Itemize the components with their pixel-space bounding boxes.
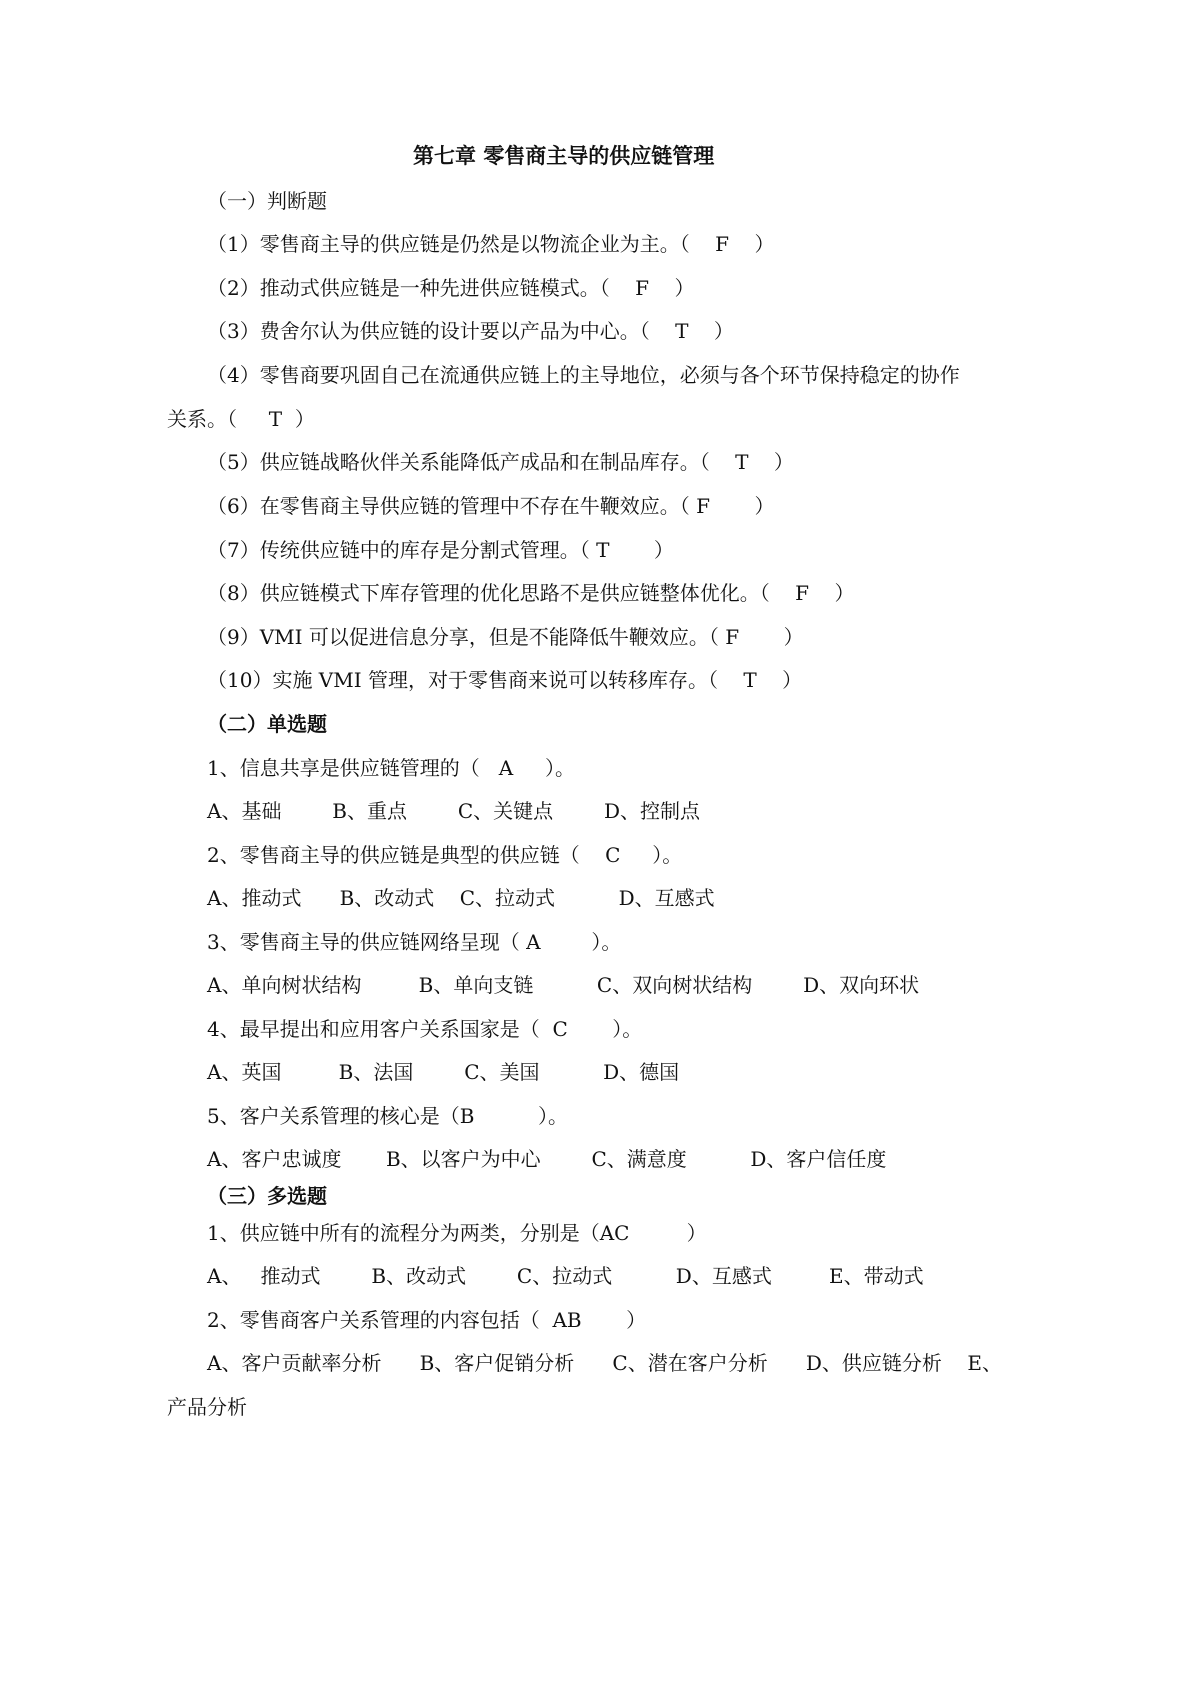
judge-item: （4）零售商要巩固自己在流通供应链上的主导地位，必须与各个环节保持稳定的协作: [207, 363, 960, 387]
judge-item: （2）推动式供应链是一种先进供应链模式。（ F ）: [207, 276, 695, 300]
judge-item: （8）供应链模式下库存管理的优化思路不是供应链整体优化。（ F ）: [207, 581, 855, 605]
judge-item: （9）VMI 可以促进信息分享，但是不能降低牛鞭效应。（ F ）: [207, 625, 804, 649]
single-options: A、英国 B、法国 C、美国 D、德国: [207, 1060, 680, 1084]
single-question: 3、零售商主导的供应链网络呈现（ A ）。: [207, 930, 622, 954]
multi-options-continuation: 产品分析: [167, 1395, 247, 1419]
single-options: A、单向树状结构 B、单向支链 C、双向树状结构 D、双向环状: [207, 973, 920, 997]
section-heading-judge: （一）判断题: [207, 189, 327, 213]
judge-item: （6）在零售商主导供应链的管理中不存在牛鞭效应。（ F ）: [207, 494, 775, 518]
judge-item-continuation: 关系。（ T ）: [167, 407, 315, 431]
single-options: A、推动式 B、改动式 C、拉动式 D、互感式: [207, 886, 715, 910]
section-heading-multi: （三）多选题: [207, 1184, 327, 1208]
judge-item: （1）零售商主导的供应链是仍然是以物流企业为主。（ F ）: [207, 232, 775, 256]
multi-question: 2、零售商客户关系管理的内容包括（ AB ）: [207, 1308, 647, 1332]
judge-item: （7）传统供应链中的库存是分割式管理。（ T ）: [207, 538, 674, 562]
judge-item: （10）实施 VMI 管理，对于零售商来说可以转移库存。（ T ）: [207, 668, 803, 692]
multi-question: 1、供应链中所有的流程分为两类，分别是（AC ）: [207, 1221, 707, 1245]
multi-options: A、客户贡献率分析 B、客户促销分析 C、潜在客户分析 D、供应链分析 E、: [207, 1351, 1002, 1375]
single-options: A、基础 B、重点 C、关键点 D、控制点: [207, 799, 701, 823]
single-question: 5、客户关系管理的核心是（B ）。: [207, 1104, 568, 1128]
single-question: 1、信息共享是供应链管理的（ A ）。: [207, 756, 576, 780]
single-question: 2、零售商主导的供应链是典型的供应链（ C ）。: [207, 843, 683, 867]
multi-options: A、 推动式 B、改动式 C、拉动式 D、互感式 E、带动式: [207, 1264, 924, 1288]
page-title: 第七章 零售商主导的供应链管理: [413, 144, 715, 168]
single-question: 4、最早提出和应用客户关系国家是（ C ）。: [207, 1017, 643, 1041]
section-heading-single: （二）单选题: [207, 712, 327, 736]
judge-item: （3）费舍尔认为供应链的设计要以产品为中心。（ T ）: [207, 319, 734, 343]
single-options: A、客户忠诚度 B、以客户为中心 C、满意度 D、客户信任度: [207, 1147, 887, 1171]
judge-item: （5）供应链战略伙伴关系能降低产成品和在制品库存。（ T ）: [207, 450, 794, 474]
